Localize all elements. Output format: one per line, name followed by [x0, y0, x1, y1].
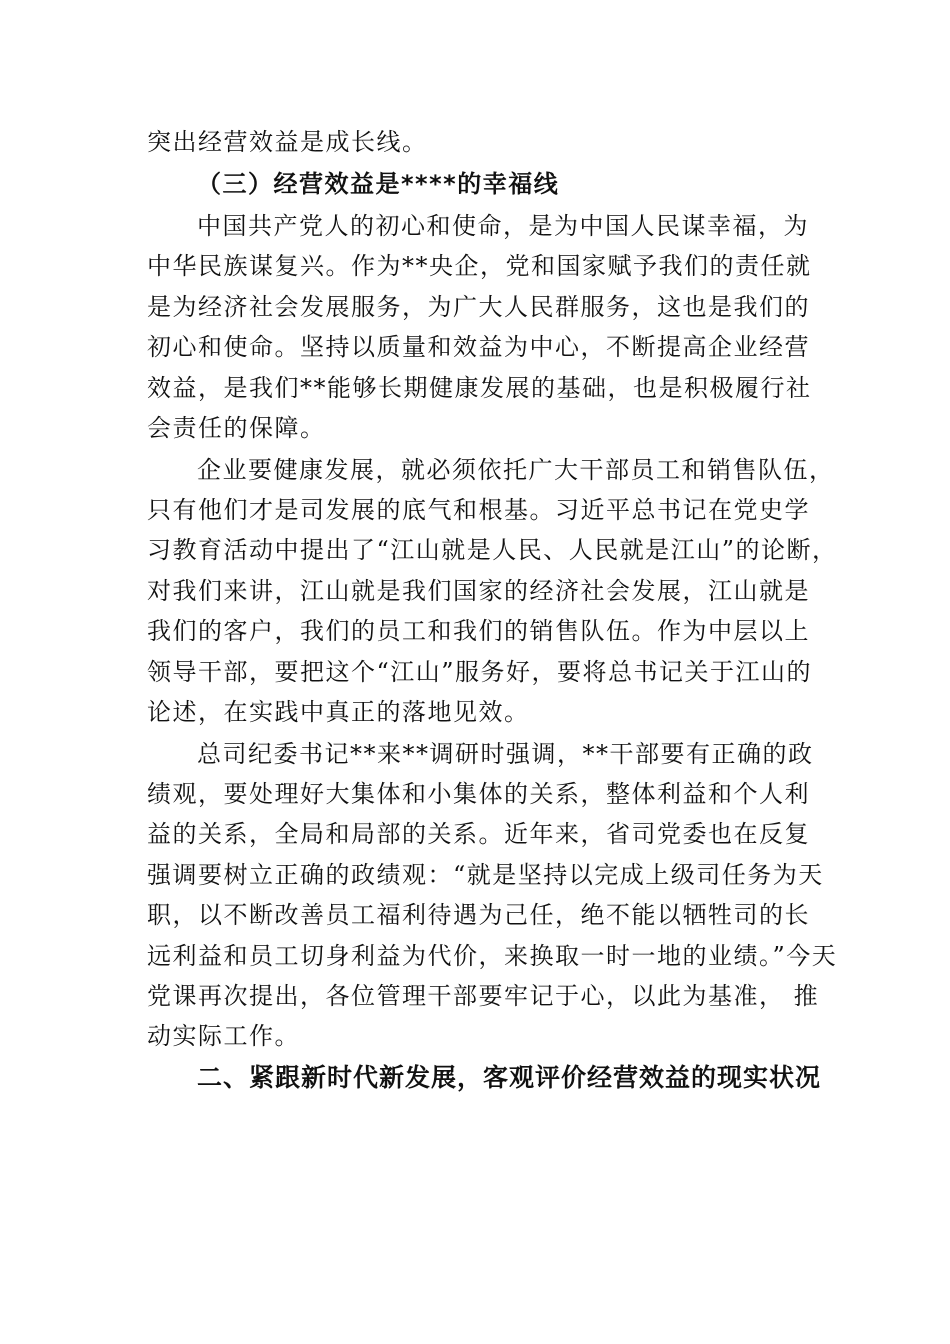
text-line: 习教育活动中提出了“江山就是人民、人民就是江山”的论断，	[147, 536, 838, 564]
text-line: 绩观，要处理好大集体和小集体的关系，整体利益和个人利	[147, 780, 810, 808]
text-line: 强调要树立正确的政绩观：“就是坚持以完成上级司任务为天	[147, 861, 824, 889]
text-line: 益的关系，全局和局部的关系。近年来，省司党委也在反复	[147, 820, 810, 848]
section-heading: 二、紧跟新时代新发展，客观评价经营效益的现实状况	[197, 1063, 822, 1092]
text-line: 领导干部，要把这个“江山”服务好，要将总书记关于江山的	[147, 658, 813, 686]
text-line: 效益，是我们**能够长期健康发展的基础，也是积极履行社	[147, 374, 812, 402]
text-line: 党课再次提出，各位管理干部要牢记于心，以此为基准， 推	[147, 982, 820, 1010]
text-line: 论述，在实践中真正的落地见效。	[147, 698, 530, 726]
text-line: 总司纪委书记**来**调研时强调，**干部要有正确的政	[197, 740, 814, 768]
text-line: 动实际工作。	[147, 1022, 300, 1050]
text-line: 中华民族谋复兴。作为**央企，党和国家赋予我们的责任就	[147, 252, 812, 280]
text-line: 远利益和员工切身利益为代价，来换取一时一地的业绩。”今天	[147, 942, 838, 970]
text-line: 是为经济社会发展服务，为广大人民群服务，这也是我们的	[147, 293, 810, 321]
text-line: 只有他们才是司发展的底气和根基。习近平总书记在党史学	[147, 496, 810, 524]
text-line: 职，以不断改善员工福利待遇为己任，绝不能以牺牲司的长	[147, 901, 810, 929]
text-line: 企业要健康发展，就必须依托广大干部员工和销售队伍，	[197, 456, 835, 484]
section-subheading: （三）经营效益是****的幸福线	[197, 170, 560, 198]
text-line: 中国共产党人的初心和使命，是为中国人民谋幸福，为	[197, 212, 809, 240]
text-line: 突出经营效益是成长线。	[147, 128, 428, 156]
text-line: 我们的客户，我们的员工和我们的销售队伍。作为中层以上	[147, 617, 810, 645]
text-line: 会责任的保障。	[147, 414, 326, 442]
text-line: 对我们来讲，江山就是我们国家的经济社会发展，江山就是	[147, 577, 810, 605]
text-line: 初心和使命。坚持以质量和效益为中心，不断提高企业经营	[147, 333, 810, 361]
